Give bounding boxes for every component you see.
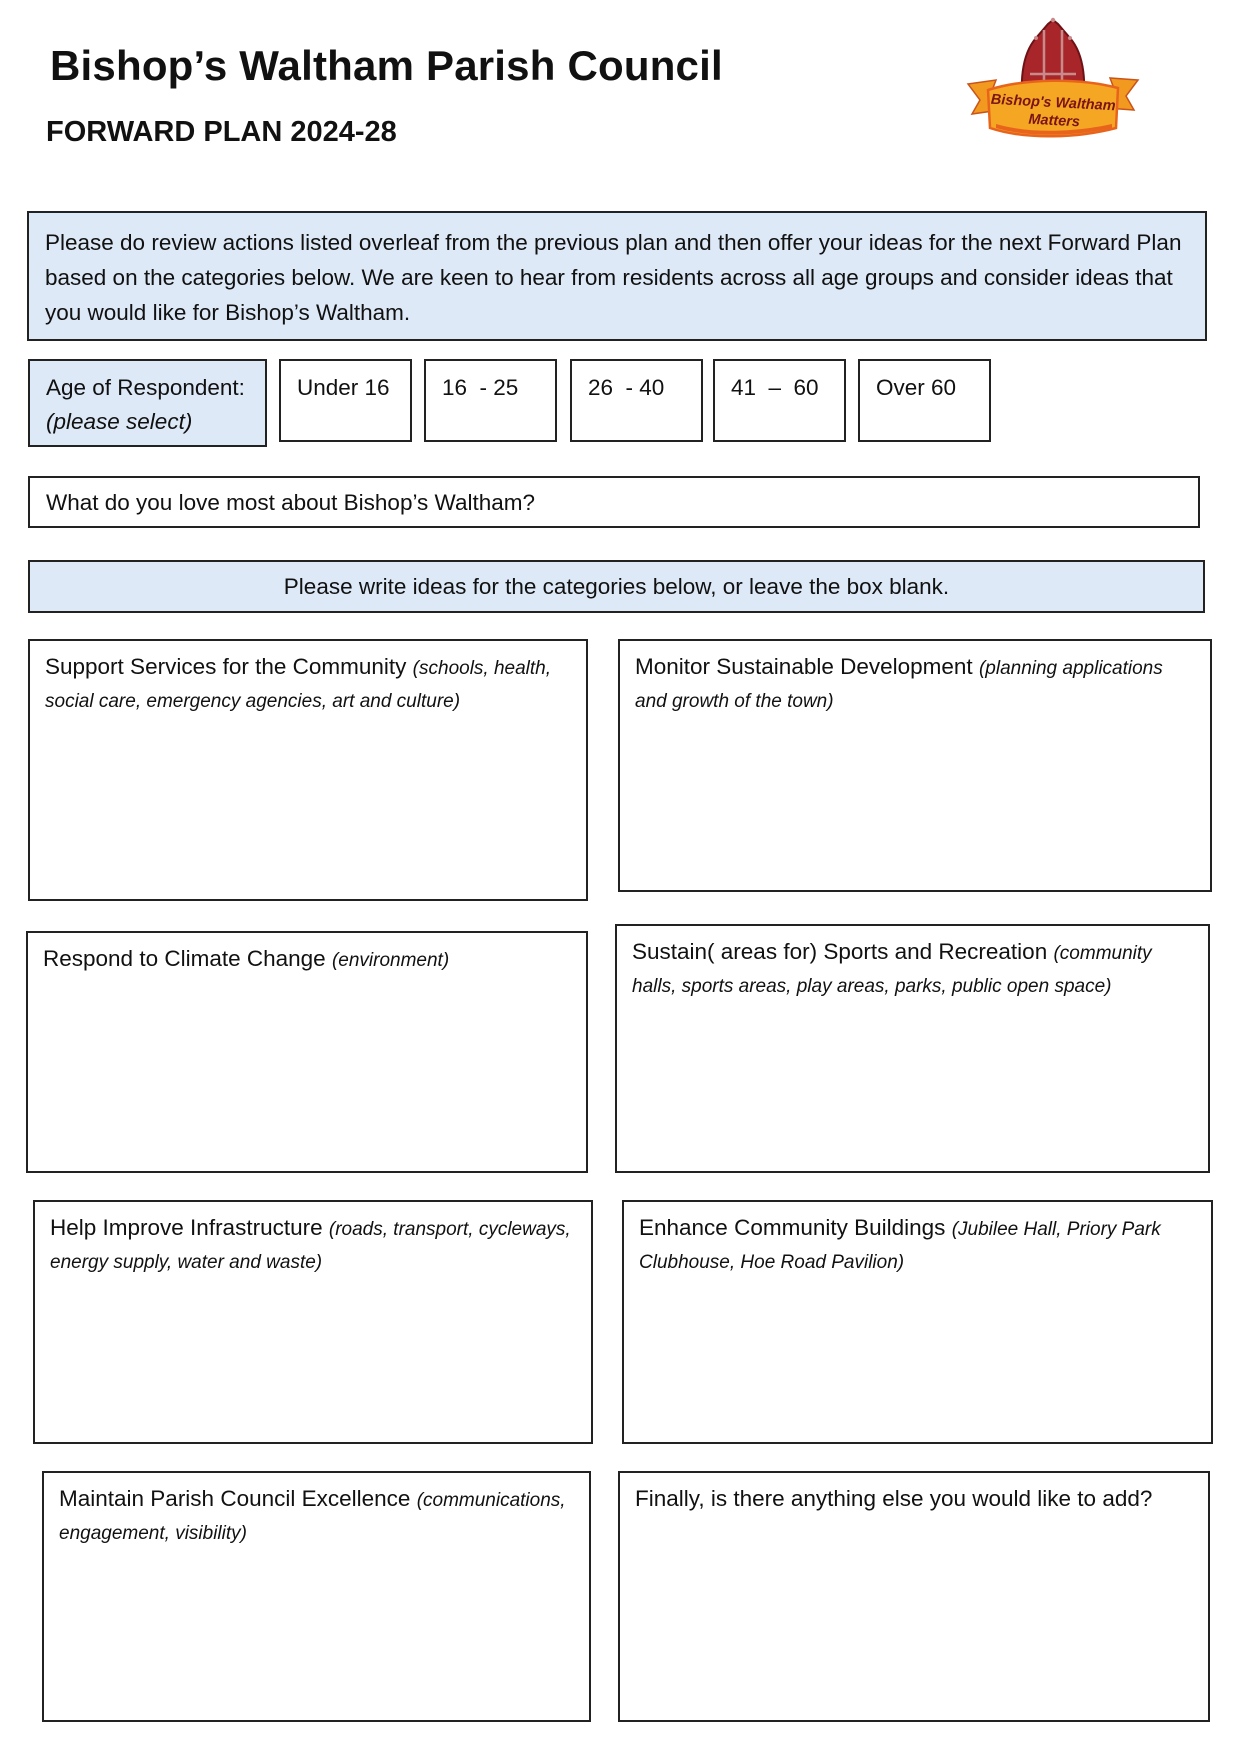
category-title: Finally, is there anything else you would like to add?	[635, 1486, 1153, 1511]
category-hint: (planning applications and growth of the town)	[635, 658, 1163, 712]
instruction-text: Please write ideas for the categories below, or leave the box blank.	[283, 574, 950, 599]
category-box-sports-recreation[interactable]	[615, 924, 1210, 1173]
category-title: Maintain Parish Council Excellence	[59, 1486, 411, 1511]
category-hint: (communications, engagement, visibility)	[59, 1490, 566, 1544]
age-hint: (please select)	[46, 409, 193, 434]
logo-line2: Matters	[1028, 111, 1081, 131]
category-box-council-excellence[interactable]	[42, 1471, 591, 1722]
category-box-support-services[interactable]	[28, 639, 588, 901]
age-option-16-25[interactable]: 16 - 25	[424, 359, 557, 442]
instruction-banner	[28, 560, 1205, 613]
category-title: Support Services for the Community	[45, 654, 407, 679]
age-option-26-40[interactable]: 26 - 40	[570, 359, 703, 442]
intro-text: Please do review actions listed overleaf from the previous plan and then offer your ideas for the next Forward Plan based on the categories below. We are keen to hear from residents across all age groups and consider ideas that you would like for Bishop’s Waltham.	[45, 230, 1182, 325]
age-option-under-16[interactable]: Under 16	[279, 359, 412, 442]
category-hint: (environment)	[331, 950, 450, 971]
category-box-community-buildings[interactable]	[622, 1200, 1213, 1444]
age-label-panel	[28, 359, 267, 447]
age-option-41-60[interactable]: 41 – 60	[713, 359, 846, 442]
logo-line1: Bishop's Waltham	[990, 91, 1116, 115]
page-title: Bishop’s Waltham Parish Council	[50, 42, 723, 89]
category-title: Respond to Climate Change	[43, 946, 326, 971]
age-option-over-60[interactable]: Over 60	[858, 359, 991, 442]
category-box-anything-else[interactable]	[618, 1471, 1210, 1722]
intro-panel	[27, 211, 1207, 341]
love-question-field[interactable]	[28, 476, 1200, 528]
category-hint: (roads, transport, cycleways, energy supply, water and waste)	[50, 1219, 571, 1273]
category-hint: (Jubilee Hall, Priory Park Clubhouse, Hoe Road Pavilion)	[639, 1219, 1161, 1273]
category-title: Enhance Community Buildings	[639, 1215, 946, 1240]
category-hint: (schools, health, social care, emergency agencies, art and culture)	[45, 658, 552, 712]
category-title: Monitor Sustainable Development	[635, 654, 973, 679]
category-box-climate-change[interactable]	[26, 931, 588, 1173]
category-hint: (community halls, sports areas, play areas, parks, public open space)	[632, 943, 1152, 997]
category-title: Sustain( areas for) Sports and Recreation	[632, 939, 1048, 964]
category-box-infrastructure[interactable]	[33, 1200, 593, 1444]
category-title: Help Improve Infrastructure	[50, 1215, 323, 1240]
love-question-label: What do you love most about Bishop’s Waltham?	[46, 490, 536, 515]
page-subtitle: FORWARD PLAN 2024-28	[46, 116, 397, 148]
council-logo	[966, 16, 1140, 156]
age-label: Age of Respondent:	[46, 375, 245, 400]
category-box-sustainable-development[interactable]	[618, 639, 1212, 892]
